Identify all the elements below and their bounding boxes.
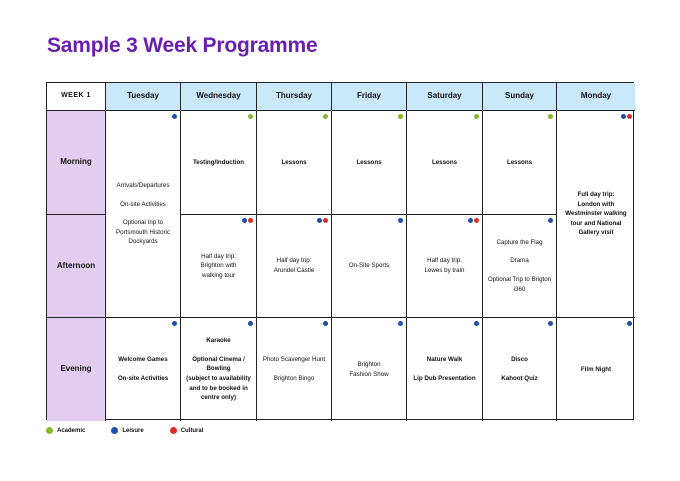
activity-text: Optional Trip to Brigton — [487, 276, 552, 283]
activity-text: On-site Activities — [117, 375, 169, 382]
activity-text: Westminster walking — [565, 210, 627, 218]
activity-markers — [468, 218, 479, 223]
cell-sunday-evening — [483, 318, 557, 421]
cultural-dot-icon — [170, 427, 177, 434]
leisure-dot-icon — [548, 218, 553, 223]
leisure-dot-icon — [317, 218, 322, 223]
cell-friday-morning — [332, 111, 407, 215]
activity-markers — [548, 218, 553, 223]
activity-markers — [248, 321, 253, 326]
activity-text: Photo Scavenger Hunt — [262, 356, 326, 364]
cell-saturday-morning — [407, 111, 483, 215]
leisure-dot-icon — [248, 321, 253, 326]
cell-wednesday-afternoon — [181, 215, 257, 318]
activity-text: Full day trip: — [577, 190, 615, 198]
activity-text: Fashion Show — [349, 370, 389, 378]
activity-text: i360 — [513, 285, 526, 293]
activity-text: On-site Activities — [120, 200, 166, 208]
cell-saturday-afternoon — [407, 215, 483, 318]
activity-text: Arrivals/Departures — [116, 181, 170, 189]
activity-text: Optional Cinema / — [192, 355, 245, 363]
cell-thursday-afternoon — [257, 215, 332, 318]
academic-dot-icon — [323, 114, 328, 119]
leisure-dot-icon — [621, 114, 626, 119]
activity-text: Brighton — [357, 360, 381, 368]
activity-markers — [172, 114, 177, 119]
academic-dot-icon — [248, 114, 253, 119]
cultural-dot-icon — [627, 114, 632, 119]
day-header-friday: Friday — [332, 83, 407, 111]
page-title: Sample 3 Week Programme — [47, 34, 318, 57]
row-label-afternoon: Afternoon — [47, 215, 106, 318]
cell-thursday-morning — [257, 111, 332, 215]
activity-text: London with — [577, 200, 615, 208]
activity-text: Brighton Bingo — [273, 375, 315, 382]
activity-markers — [627, 321, 632, 326]
activity-text: tour and National — [570, 219, 622, 227]
cell-friday-afternoon — [332, 215, 407, 318]
activity-text: Lessons — [356, 158, 382, 166]
leisure-dot-icon — [474, 321, 479, 326]
activity-markers — [398, 114, 403, 119]
day-header-thursday: Thursday — [257, 83, 332, 111]
activity-text: On-Site Sports — [348, 262, 390, 270]
activity-markers — [398, 218, 403, 223]
academic-dot-icon — [46, 427, 53, 434]
activity-text: Dockyards — [128, 238, 158, 246]
cell-sunday-morning — [483, 111, 557, 215]
activity-markers — [398, 321, 403, 326]
activity-text: Portsmouth Historic — [116, 228, 170, 236]
activity-text: Drama — [510, 257, 529, 265]
academic-dot-icon — [548, 114, 553, 119]
activity-markers — [172, 321, 177, 326]
cultural-dot-icon — [248, 218, 253, 223]
leisure-dot-icon — [172, 321, 177, 326]
leisure-dot-icon — [111, 427, 118, 434]
day-header-saturday: Saturday — [407, 83, 483, 111]
activity-text: Lip Dub Presentation — [413, 375, 476, 382]
day-header-wednesday: Wednesday — [181, 83, 257, 111]
legend-label: Leisure — [122, 427, 144, 434]
activity-text: Nature Walk — [426, 356, 463, 364]
leisure-dot-icon — [172, 114, 177, 119]
activity-markers — [474, 321, 479, 326]
activity-text: Half day trip: — [427, 257, 462, 265]
activity-text: Kahoot Quiz — [501, 375, 538, 382]
activity-markers — [317, 218, 328, 223]
cell-wednesday-evening — [181, 318, 257, 421]
activity-text: Gallery visit — [578, 229, 614, 237]
leisure-dot-icon — [548, 321, 553, 326]
activity-text: Lessons — [506, 158, 533, 166]
cell-thursday-evening — [257, 318, 332, 421]
activity-text: Capture the Flag — [496, 238, 543, 246]
activity-text: Disco — [511, 356, 528, 364]
activity-text: Film Night — [580, 365, 612, 373]
legend-academic — [46, 427, 85, 434]
legend-label: Cultural — [180, 427, 204, 434]
cell-tuesday-day — [106, 111, 181, 318]
cultural-dot-icon — [474, 218, 479, 223]
programme-table — [46, 82, 634, 420]
activity-markers — [242, 218, 253, 223]
activity-text: Half day trip: — [276, 257, 312, 265]
activity-markers — [621, 114, 632, 119]
leisure-dot-icon — [398, 218, 403, 223]
cell-friday-evening — [332, 318, 407, 421]
legend-cultural — [170, 427, 204, 434]
cell-monday-day — [557, 111, 635, 318]
row-label-evening: Evening — [47, 318, 106, 421]
activity-text: (subject to availability — [186, 375, 251, 382]
academic-dot-icon — [398, 114, 403, 119]
activity-markers — [323, 114, 328, 119]
row-label-morning: Morning — [47, 111, 106, 215]
activity-text: Testing/Induction — [192, 158, 245, 166]
cell-monday-evening — [557, 318, 635, 421]
day-header-sunday: Sunday — [483, 83, 557, 111]
week-label: WEEK 1 — [47, 83, 106, 111]
leisure-dot-icon — [627, 321, 632, 326]
leisure-dot-icon — [323, 321, 328, 326]
activity-text: walking tour — [201, 271, 236, 279]
activity-text: Welcome Games — [118, 356, 168, 364]
leisure-dot-icon — [468, 218, 473, 223]
activity-text: and to be booked in — [189, 384, 248, 392]
activity-text: Half day trip: — [201, 252, 236, 260]
day-header-tuesday: Tuesday — [106, 83, 181, 111]
day-header-monday: Monday — [557, 83, 635, 111]
leisure-dot-icon — [242, 218, 247, 223]
activity-text: Lessons — [281, 158, 307, 166]
activity-markers — [548, 114, 553, 119]
activity-markers — [323, 321, 328, 326]
cell-tuesday-evening — [106, 318, 181, 421]
cell-sunday-afternoon — [483, 215, 557, 318]
legend-label: Academic — [57, 427, 86, 434]
activity-text: Lessons — [431, 158, 458, 166]
legend — [46, 427, 203, 434]
activity-text: Karaoke — [206, 337, 231, 345]
activity-text: Brighton with — [200, 262, 237, 270]
activity-text: Bowling — [206, 365, 231, 373]
cultural-dot-icon — [323, 218, 328, 223]
activity-text: centre only) — [200, 394, 237, 402]
legend-leisure — [111, 427, 143, 434]
activity-markers — [548, 321, 553, 326]
activity-markers — [474, 114, 479, 119]
activity-text: Optional trip to — [122, 219, 164, 227]
cell-wednesday-morning — [181, 111, 257, 215]
academic-dot-icon — [474, 114, 479, 119]
leisure-dot-icon — [398, 321, 403, 326]
activity-markers — [248, 114, 253, 119]
activity-text: Lewes by train — [424, 267, 465, 274]
cell-saturday-evening — [407, 318, 483, 421]
activity-text: Arundel Castle — [273, 267, 315, 274]
